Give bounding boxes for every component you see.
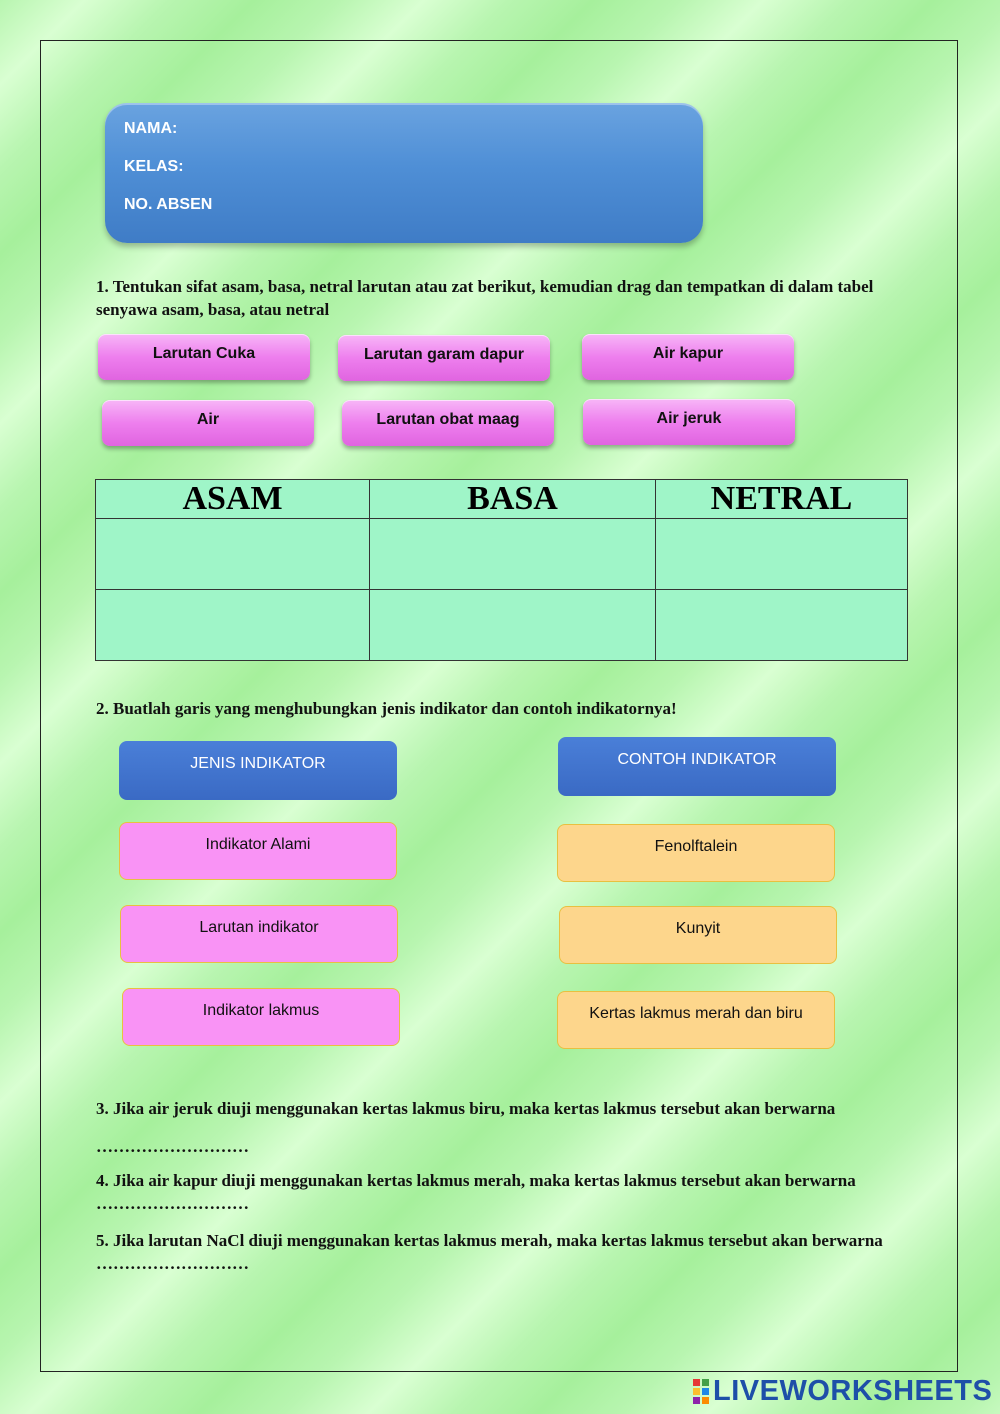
header-asam: ASAM [96,480,370,519]
question-1-text: 1. Tentukan sifat asam, basa, netral larutan atau zat berikut, kemudian drag dan tempatkan di dalam tabel senyawa asam, basa, atau netral [96,277,874,319]
class-label: KELAS: [124,158,184,175]
drag-chip-larutan-obat-maag[interactable]: Larutan obat maag [342,400,554,446]
drop-cell-asam-1[interactable] [96,519,370,590]
header-basa: BASA [370,480,656,519]
drag-chip-air[interactable]: Air [102,400,314,446]
question-3-text: 3. Jika air jeruk diuji menggunakan kertas lakmus biru, maka kertas lakmus tersebut akan berwarna [96,1099,836,1118]
table-header-row [96,480,908,519]
question-2-text: 2. Buatlah garis yang menghubungkan jenis indikator dan contoh indikatornya! [96,699,677,718]
header-netral: NETRAL [656,480,908,519]
contoh-indikator-header: CONTOH INDIKATOR [558,737,836,796]
drag-chip-larutan-garam-dapur[interactable]: Larutan garam dapur [338,335,550,381]
name-label: NAMA: [124,120,178,137]
table-row [96,519,908,590]
student-identity-box [105,103,703,243]
absen-label: NO. ABSEN [124,196,213,213]
jenis-indikator-header: JENIS INDIKATOR [119,741,397,800]
drop-cell-basa-1[interactable] [370,519,656,590]
table-row [96,590,908,661]
match-right-kertas-lakmus[interactable]: Kertas lakmus merah dan biru [557,991,835,1049]
liveworksheets-logo [692,1374,992,1408]
liveworksheets-logo-icon [692,1378,710,1405]
drag-chip-larutan-cuka[interactable]: Larutan Cuka [98,334,310,380]
drag-chip-air-jeruk[interactable]: Air jeruk [583,399,795,445]
classification-table [95,479,908,661]
drop-cell-netral-1[interactable] [656,519,908,590]
match-left-indikator-lakmus[interactable]: Indikator lakmus [122,988,400,1046]
drop-cell-basa-2[interactable] [370,590,656,661]
question-5-text: 5. Jika larutan NaCl diuji menggunakan kertas lakmus merah, maka kertas lakmus tersebut akan berwarna ……………………… [96,1231,883,1273]
drop-cell-netral-2[interactable] [656,590,908,661]
match-left-larutan-indikator[interactable]: Larutan indikator [120,905,398,963]
question-3-answer-blank[interactable]: ……………………… [96,1137,249,1156]
question-4-text: 4. Jika air kapur diuji menggunakan kertas lakmus merah, maka kertas lakmus tersebut akan berwarna ……………………… [96,1171,856,1213]
match-left-indikator-alami[interactable]: Indikator Alami [119,822,397,880]
match-right-fenolftalein[interactable]: Fenolftalein [557,824,835,882]
drag-chip-air-kapur[interactable]: Air kapur [582,334,794,380]
drop-cell-asam-2[interactable] [96,590,370,661]
match-right-kunyit[interactable]: Kunyit [559,906,837,964]
liveworksheets-logo-text: LIVEWORKSHEETS [713,1374,993,1407]
